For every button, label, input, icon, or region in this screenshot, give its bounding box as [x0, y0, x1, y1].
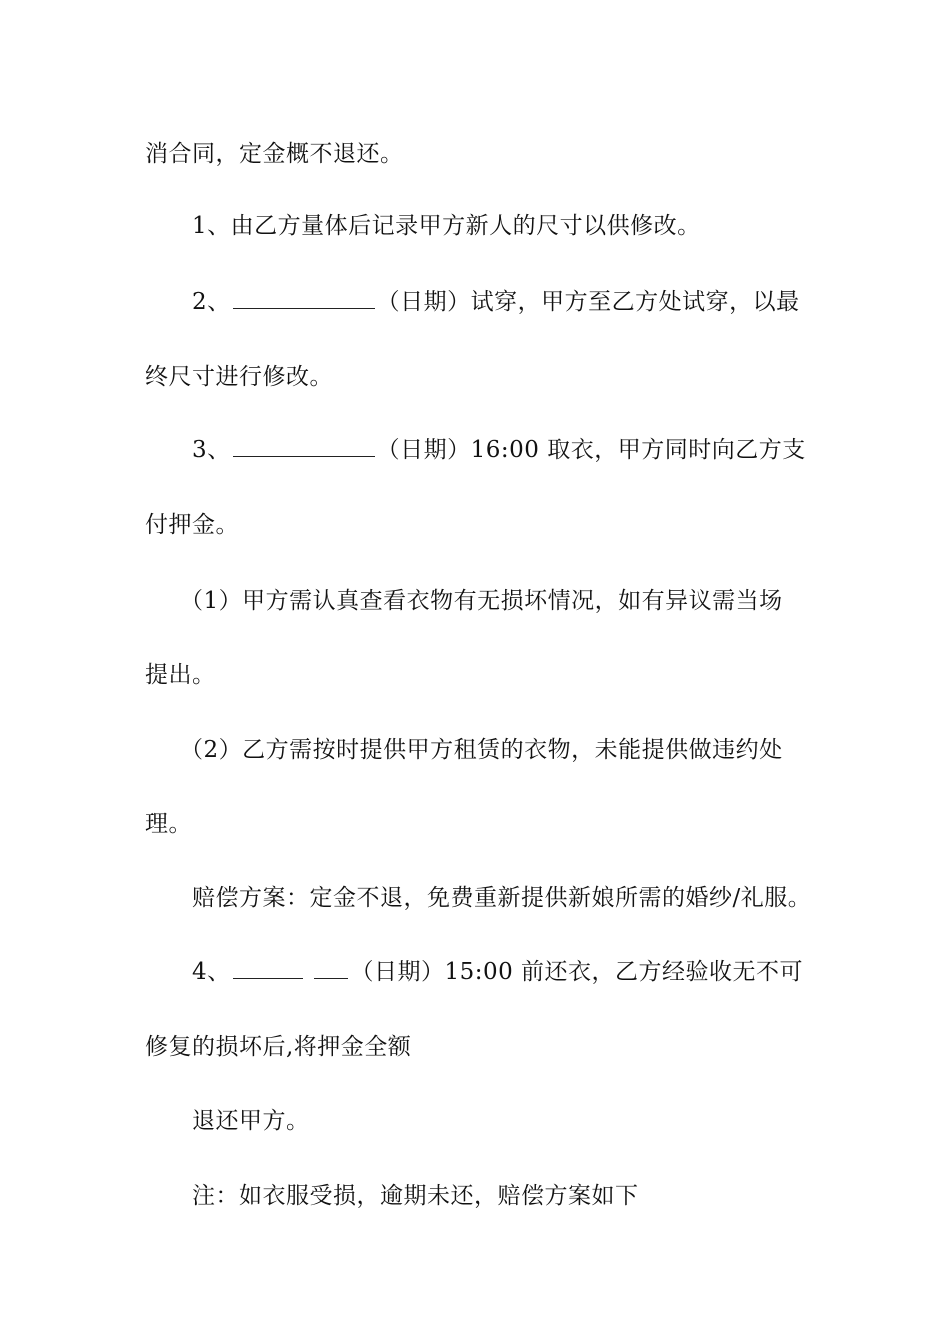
text-span: 理。	[145, 811, 192, 837]
clause-number: 2、	[192, 289, 231, 315]
text-span: 退还甲方。	[192, 1108, 310, 1134]
date-blank	[233, 290, 375, 309]
clause-3	[192, 434, 806, 466]
text-span: 修复的损坏后,将押金全额	[145, 1034, 412, 1060]
text-span: 消合同，定金概不退还。	[145, 141, 404, 167]
clause-number: 3、	[192, 437, 231, 463]
text-span: （1）甲方需认真查看衣物有无损坏情况，如有异议需当场	[180, 588, 783, 614]
text-span: 提出。	[145, 662, 216, 688]
note-line	[192, 1180, 639, 1212]
clause-4	[192, 956, 803, 988]
paragraph-line	[192, 1105, 310, 1137]
paragraph-line	[145, 361, 333, 393]
text-span: 付押金。	[145, 512, 239, 538]
paragraph-line	[145, 509, 239, 541]
text-span: （日期）试穿，甲方至乙方处试穿，以最	[376, 289, 800, 315]
date-blank	[233, 960, 303, 979]
paragraph-line	[145, 659, 216, 691]
clause-number: 4、	[192, 959, 231, 985]
text-span: 1、由乙方量体后记录甲方新人的尺寸以供修改。	[192, 213, 701, 239]
text-span: （日期）16:00 取衣，甲方同时向乙方支	[376, 437, 806, 463]
text-span: 终尺寸进行修改。	[145, 364, 333, 390]
sub-clause-1	[180, 585, 783, 617]
date-blank	[314, 960, 348, 979]
text-span: 赔偿方案：定金不退，免费重新提供新娘所需的婚纱/礼服。	[192, 885, 812, 911]
text-span: 注：如衣服受损，逾期未还，赔偿方案如下	[192, 1183, 639, 1209]
sub-clause-2	[180, 734, 783, 766]
compensation-plan	[192, 882, 811, 914]
paragraph-line	[145, 1031, 411, 1063]
paragraph-line	[145, 808, 192, 840]
paragraph-line	[145, 138, 404, 170]
clause-2	[192, 286, 800, 318]
text-span: （日期）15:00 前还衣，乙方经验收无不可	[350, 959, 804, 985]
date-blank	[233, 438, 375, 457]
text-span: （2）乙方需按时提供甲方租赁的衣物，未能提供做违约处	[180, 737, 783, 763]
clause-1	[192, 210, 701, 242]
